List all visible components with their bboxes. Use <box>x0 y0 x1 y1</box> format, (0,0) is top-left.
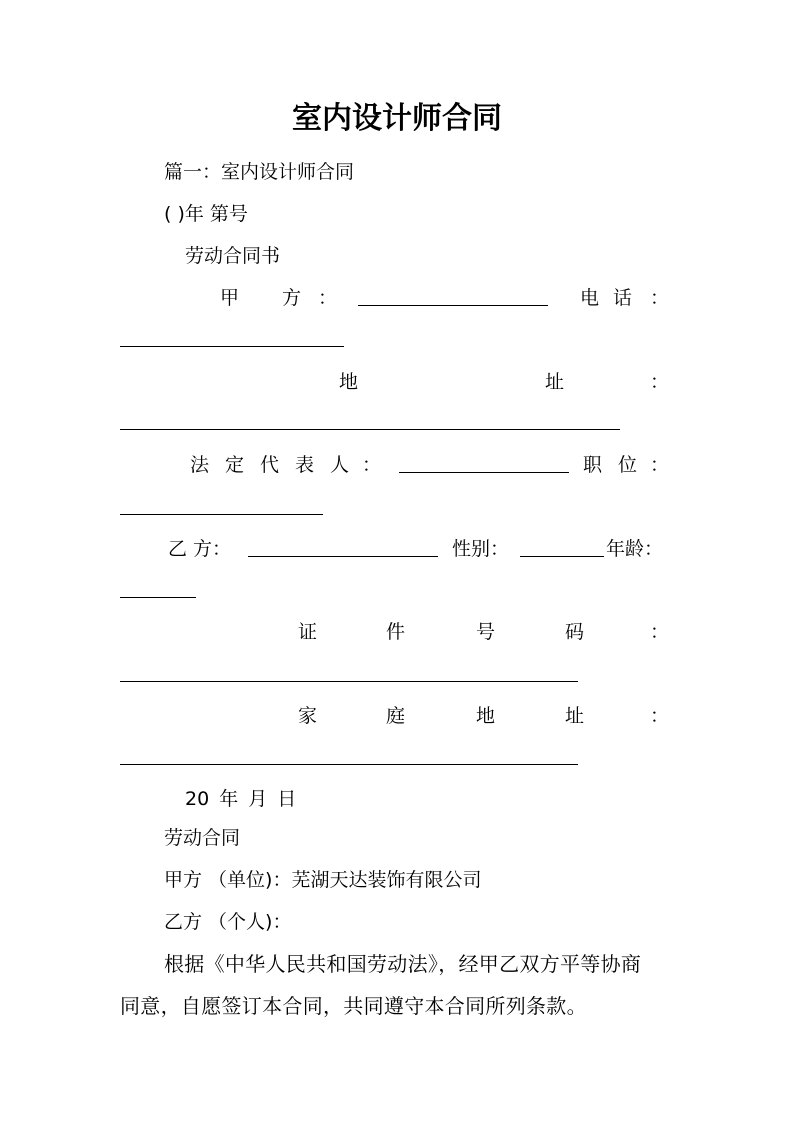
id-char-4: 码 <box>565 621 585 643</box>
position-colon: ： <box>650 454 670 476</box>
age-label: 年龄： <box>606 538 664 560</box>
home-char-4: 址 <box>565 705 585 727</box>
party-a-colon: ： <box>318 287 338 309</box>
address-colon: ： <box>650 371 670 393</box>
address-blank <box>120 429 620 430</box>
party-a-label-2: 方 <box>282 287 302 309</box>
year-number-line: ( )年 第号 <box>164 203 248 225</box>
legal-rep-char-2: 定 <box>225 454 245 476</box>
legal-rep-char-3: 代 <box>260 454 280 476</box>
home-blank <box>120 764 578 765</box>
legal-rep-char-1: 法 <box>190 454 210 476</box>
position-label-1: 职 <box>583 454 603 476</box>
address-label-1: 地 <box>339 371 359 393</box>
home-colon: ： <box>650 705 670 727</box>
id-blank <box>120 681 578 682</box>
position-blank <box>120 514 323 515</box>
home-char-1: 家 <box>298 705 318 727</box>
party-b-blank <box>248 556 438 557</box>
section-heading: 篇一：室内设计师合同 <box>164 161 355 183</box>
legal-rep-char-4: 表 <box>295 454 315 476</box>
body-paragraph-line-1: 根据《中华人民共和国劳动法》，经甲乙双方平等协商 <box>164 952 642 976</box>
party-a-label-1: 甲 <box>220 287 240 309</box>
address-label-2: 址 <box>545 371 565 393</box>
party-a-blank <box>358 305 548 306</box>
home-char-2: 庭 <box>386 705 406 727</box>
home-char-3: 地 <box>476 705 496 727</box>
legal-rep-char-5: 人 <box>330 454 350 476</box>
gender-blank <box>520 556 604 557</box>
party-b-label: 乙 方： <box>168 538 232 560</box>
position-label-2: 位 <box>618 454 638 476</box>
id-char-2: 件 <box>386 621 406 643</box>
date-line: 20 年 月 日 <box>185 788 297 810</box>
party-b-person-line: 乙方 （个人)： <box>164 911 292 933</box>
id-char-1: 证 <box>298 621 318 643</box>
phone-label-1: 电 <box>580 287 600 309</box>
id-colon: ： <box>650 621 670 643</box>
age-blank <box>120 597 196 598</box>
phone-label-2: 话 <box>613 287 633 309</box>
id-char-3: 号 <box>476 621 496 643</box>
legal-rep-blank <box>399 472 569 473</box>
body-paragraph-line-2: 同意，自愿签订本合同，共同遵守本合同所列条款。 <box>120 994 587 1018</box>
labor-contract-heading: 劳动合同 <box>164 827 241 849</box>
document-title: 室内设计师合同 <box>292 101 502 136</box>
gender-label: 性别： <box>452 538 510 560</box>
phone-colon: ： <box>650 287 670 309</box>
phone-blank <box>120 346 344 347</box>
party-a-unit-line: 甲方 （单位)：芜湖天达装饰有限公司 <box>164 869 482 891</box>
contract-book-title: 劳动合同书 <box>185 245 281 267</box>
legal-rep-colon: ： <box>362 454 382 476</box>
